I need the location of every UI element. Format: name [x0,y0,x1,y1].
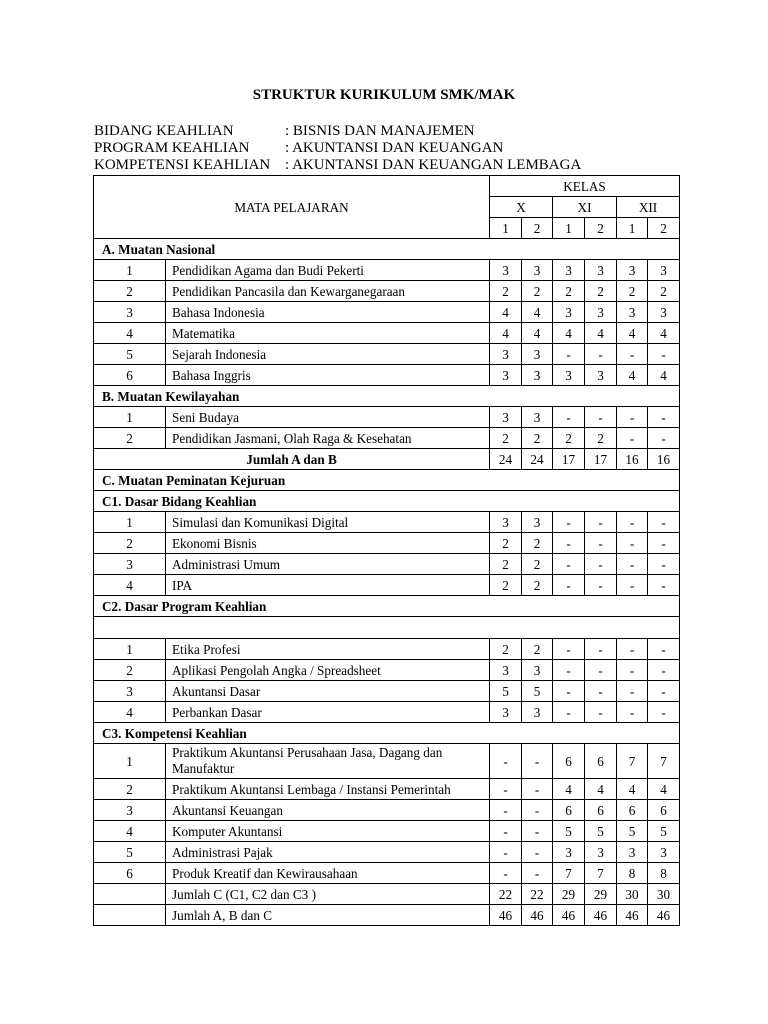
hours-cell: 8 [617,863,648,884]
hours-cell: 3 [553,260,585,281]
hours-cell: 3 [522,260,553,281]
subject-name: Pendidikan Agama dan Budi Pekerti [166,260,490,281]
hours-cell: 2 [522,575,553,596]
section-row [94,596,680,617]
subject-name: Seni Budaya [166,407,490,428]
hours-cell: - [553,512,585,533]
grade-header: XII [617,197,680,218]
total-cell: 46 [585,905,617,926]
hours-cell: - [648,639,680,660]
total-cell: 17 [553,449,585,470]
hours-cell: - [648,702,680,723]
hours-cell: 2 [522,639,553,660]
hours-cell: 2 [490,281,522,302]
subject-name: Bahasa Inggris [166,365,490,386]
hours-cell: 2 [490,575,522,596]
blank-row [94,617,680,639]
section-row [94,723,680,744]
total-cell: 24 [522,449,553,470]
subject-row [94,660,680,681]
total-row [94,449,680,470]
subject-row [94,842,680,863]
subject-number: 6 [94,863,166,884]
total-cell: 29 [553,884,585,905]
section-row [94,386,680,407]
hours-cell: 3 [553,302,585,323]
total-label: Jumlah C (C1, C2 dan C3 ) [166,884,490,905]
hours-cell: - [617,660,648,681]
section-row [94,491,680,512]
hours-cell: - [585,533,617,554]
hours-cell: - [553,681,585,702]
subject-row [94,744,680,779]
hours-cell: 2 [585,428,617,449]
subject-name: Perbankan Dasar [166,702,490,723]
hours-cell: 6 [553,800,585,821]
hours-cell: 3 [490,407,522,428]
hours-cell: 6 [585,800,617,821]
hours-cell: - [522,779,553,800]
hours-cell: 2 [553,281,585,302]
subject-name: Akuntansi Keuangan [166,800,490,821]
semester-header: 2 [522,218,553,239]
hours-cell: - [648,407,680,428]
header-row-kelas [94,176,680,197]
hours-cell: 2 [522,281,553,302]
semester-header: 2 [648,218,680,239]
hours-cell: - [490,744,522,779]
subject-number: 5 [94,842,166,863]
total-row [94,884,680,905]
hours-cell: 4 [648,323,680,344]
hours-cell: 5 [553,821,585,842]
hours-cell: - [648,344,680,365]
meta-value: : AKUNTANSI DAN KEUANGAN [285,140,504,156]
hours-cell: 5 [617,821,648,842]
hours-cell: 3 [522,702,553,723]
hours-cell: 4 [585,323,617,344]
hours-cell: - [648,681,680,702]
hours-cell: 3 [553,842,585,863]
kelas-header: KELAS [490,176,680,197]
hours-cell: 2 [490,533,522,554]
hours-cell: - [585,681,617,702]
hours-cell: 3 [617,842,648,863]
hours-cell: - [585,702,617,723]
hours-cell: - [617,512,648,533]
curriculum-body [94,239,680,926]
subject-name: Administrasi Umum [166,554,490,575]
hours-cell: 3 [585,302,617,323]
subject-name: Praktikum Akuntansi Perusahaan Jasa, Dagang dan Manufaktur [166,744,490,779]
subject-number: 2 [94,779,166,800]
hours-cell: 3 [490,365,522,386]
subject-row [94,702,680,723]
subject-number: 4 [94,575,166,596]
hours-cell: - [585,407,617,428]
hours-cell: - [617,344,648,365]
curriculum-table [93,175,680,926]
hours-cell: 3 [522,407,553,428]
subject-name: Sejarah Indonesia [166,344,490,365]
subject-name: Komputer Akuntansi [166,821,490,842]
hours-cell: 7 [553,863,585,884]
subject-row [94,821,680,842]
subject-name: Ekonomi Bisnis [166,533,490,554]
section-title: C3. Kompetensi Keahlian [94,723,680,744]
meta-key: KOMPETENSI KEAHLIAN [94,157,271,173]
hours-cell: - [490,821,522,842]
subject-row [94,344,680,365]
hours-cell: 2 [585,281,617,302]
hours-cell: - [617,702,648,723]
hours-cell: 3 [490,260,522,281]
subject-number: 2 [94,660,166,681]
meta-row-kompetensi [94,157,581,174]
hours-cell: 5 [585,821,617,842]
hours-cell: 3 [522,365,553,386]
total-cell: 22 [522,884,553,905]
subject-row [94,365,680,386]
hours-cell: 3 [522,512,553,533]
hours-cell: 2 [522,428,553,449]
grade-header: XI [553,197,617,218]
semester-header: 1 [617,218,648,239]
hours-cell: 5 [648,821,680,842]
hours-cell: - [553,407,585,428]
hours-cell: - [617,639,648,660]
subject-number: 1 [94,512,166,533]
hours-cell: 3 [490,702,522,723]
hours-cell: 7 [617,744,648,779]
subject-number: 1 [94,407,166,428]
hours-cell: 4 [553,323,585,344]
subject-name: Praktikum Akuntansi Lembaga / Instansi Pemerintah [166,779,490,800]
hours-cell: 2 [490,639,522,660]
hours-cell: - [553,554,585,575]
hours-cell: - [522,821,553,842]
total-cell: 30 [648,884,680,905]
blank-cell [94,617,680,639]
hours-cell: 6 [617,800,648,821]
hours-cell: 2 [553,428,585,449]
hours-cell: - [648,533,680,554]
subject-row [94,260,680,281]
total-spacer [94,905,166,926]
subject-number: 4 [94,821,166,842]
hours-cell: - [553,660,585,681]
subject-row [94,512,680,533]
hours-cell: 3 [553,365,585,386]
total-row [94,905,680,926]
meta-key: PROGRAM KEAHLIAN [94,140,250,156]
hours-cell: - [522,744,553,779]
hours-cell: 3 [490,660,522,681]
hours-cell: - [490,800,522,821]
page-title: STRUKTUR KURIKULUM SMK/MAK [252,87,516,103]
total-label: Jumlah A, B dan C [166,905,490,926]
hours-cell: 4 [585,779,617,800]
subject-name: Akuntansi Dasar [166,681,490,702]
hours-cell: 3 [617,302,648,323]
hours-cell: 4 [522,323,553,344]
total-cell: 16 [617,449,648,470]
subject-name: Bahasa Indonesia [166,302,490,323]
subject-number: 3 [94,302,166,323]
hours-cell: 4 [617,365,648,386]
section-title: B. Muatan Kewilayahan [94,386,680,407]
total-cell: 46 [522,905,553,926]
hours-cell: 3 [648,842,680,863]
hours-cell: - [490,779,522,800]
hours-cell: - [617,533,648,554]
subject-number: 4 [94,702,166,723]
section-title: C. Muatan Peminatan Kejuruan [94,470,680,491]
hours-cell: 3 [648,260,680,281]
hours-cell: - [585,512,617,533]
subject-number: 2 [94,533,166,554]
subject-number: 6 [94,365,166,386]
hours-cell: - [617,575,648,596]
hours-cell: - [585,660,617,681]
total-cell: 46 [617,905,648,926]
subject-row [94,779,680,800]
subject-row [94,302,680,323]
hours-cell: 4 [648,365,680,386]
hours-cell: - [617,407,648,428]
total-cell: 46 [553,905,585,926]
hours-cell: 4 [490,302,522,323]
subject-number: 2 [94,281,166,302]
subject-name: Administrasi Pajak [166,842,490,863]
meta-value: : AKUNTANSI DAN KEUANGAN LEMBAGA [285,157,582,173]
subject-row [94,863,680,884]
hours-cell: 5 [490,681,522,702]
subject-name: Pendidikan Pancasila dan Kewarganegaraan [166,281,490,302]
hours-cell: 3 [522,344,553,365]
grade-header: X [490,197,553,218]
subject-row [94,575,680,596]
subject-number: 3 [94,800,166,821]
section-title: A. Muatan Nasional [94,239,680,260]
hours-cell: 6 [648,800,680,821]
hours-cell: 4 [617,779,648,800]
hours-cell: 3 [585,365,617,386]
total-cell: 46 [490,905,522,926]
subject-number: 1 [94,639,166,660]
section-title: C1. Dasar Bidang Keahlian [94,491,680,512]
hours-cell: - [553,575,585,596]
hours-cell: - [648,554,680,575]
meta-row-bidang [94,123,581,140]
hours-cell: 3 [648,302,680,323]
hours-cell: 2 [522,554,553,575]
subject-row [94,681,680,702]
hours-cell: - [490,842,522,863]
hours-cell: 3 [490,344,522,365]
hours-cell: - [522,863,553,884]
hours-cell: - [585,554,617,575]
hours-cell: 5 [522,681,553,702]
subject-row [94,554,680,575]
subject-number: 3 [94,554,166,575]
subject-header: MATA PELAJARAN [94,176,490,239]
hours-cell: 3 [617,260,648,281]
hours-cell: 2 [617,281,648,302]
hours-cell: - [648,512,680,533]
total-spacer [94,884,166,905]
hours-cell: - [617,428,648,449]
subject-name: Simulasi dan Komunikasi Digital [166,512,490,533]
hours-cell: - [617,554,648,575]
subject-name: Etika Profesi [166,639,490,660]
total-cell: 30 [617,884,648,905]
hours-cell: - [585,575,617,596]
hours-cell: - [585,344,617,365]
subject-number: 2 [94,428,166,449]
semester-header: 1 [490,218,522,239]
subject-row [94,800,680,821]
section-row [94,239,680,260]
hours-cell: 6 [553,744,585,779]
subject-name: Pendidikan Jasmani, Olah Raga & Kesehatan [166,428,490,449]
hours-cell: - [553,533,585,554]
subject-name: IPA [166,575,490,596]
semester-header: 1 [553,218,585,239]
subject-row [94,639,680,660]
hours-cell: 3 [490,512,522,533]
hours-cell: 3 [522,660,553,681]
hours-cell: 7 [585,863,617,884]
total-cell: 24 [490,449,522,470]
hours-cell: - [553,344,585,365]
subject-name: Produk Kreatif dan Kewirausahaan [166,863,490,884]
hours-cell: - [585,639,617,660]
meta-key: BIDANG KEAHLIAN [94,123,234,139]
total-cell: 46 [648,905,680,926]
total-cell: 16 [648,449,680,470]
subject-row [94,407,680,428]
subject-number: 1 [94,260,166,281]
hours-cell: 4 [522,302,553,323]
total-cell: 17 [585,449,617,470]
section-row [94,470,680,491]
hours-cell: 2 [648,281,680,302]
subject-row [94,281,680,302]
meta-row-program [94,140,581,157]
subject-name: Matematika [166,323,490,344]
hours-cell: 4 [490,323,522,344]
hours-cell: 3 [585,842,617,863]
hours-cell: 4 [553,779,585,800]
hours-cell: - [522,842,553,863]
program-info [94,123,581,174]
hours-cell: - [522,800,553,821]
subject-row [94,428,680,449]
hours-cell: - [648,428,680,449]
semester-header: 2 [585,218,617,239]
section-title: C2. Dasar Program Keahlian [94,596,680,617]
subject-number: 3 [94,681,166,702]
hours-cell: 4 [617,323,648,344]
total-cell: 22 [490,884,522,905]
hours-cell: 2 [490,554,522,575]
subject-row [94,533,680,554]
hours-cell: - [648,660,680,681]
hours-cell: - [553,702,585,723]
hours-cell: 8 [648,863,680,884]
hours-cell: - [553,639,585,660]
total-cell: 29 [585,884,617,905]
hours-cell: 2 [522,533,553,554]
hours-cell: 7 [648,744,680,779]
subject-name: Aplikasi Pengolah Angka / Spreadsheet [166,660,490,681]
total-label: Jumlah A dan B [94,449,490,470]
hours-cell: - [648,575,680,596]
subject-number: 5 [94,344,166,365]
hours-cell: - [490,863,522,884]
hours-cell: 2 [490,428,522,449]
hours-cell: - [617,681,648,702]
hours-cell: 4 [648,779,680,800]
subject-row [94,323,680,344]
meta-value: : BISNIS DAN MANAJEMEN [285,123,475,139]
hours-cell: 6 [585,744,617,779]
hours-cell: 3 [585,260,617,281]
subject-number: 1 [94,744,166,779]
subject-number: 4 [94,323,166,344]
